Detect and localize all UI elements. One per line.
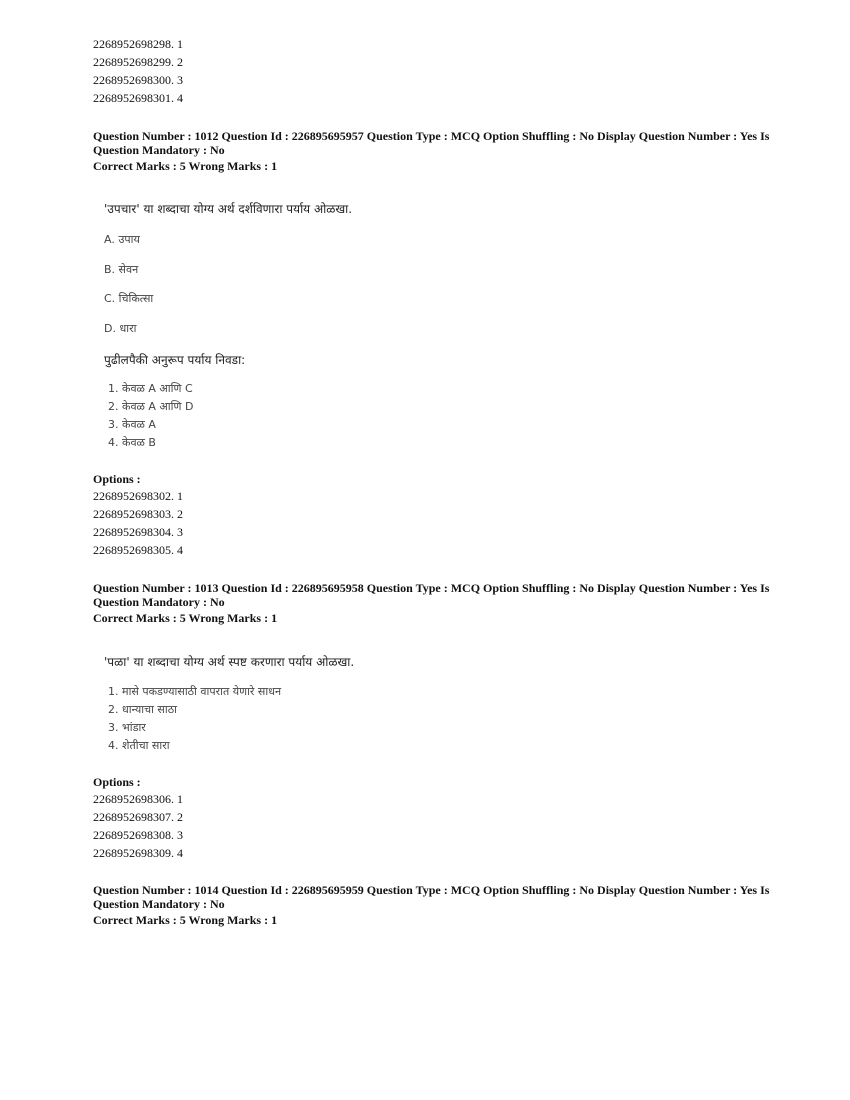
question-header: Question Number : 1014 Question Id : 226895695959 Question Type : MCQ Option Shuffling : No Display Question Number : Yes Is Question Mandatory : No: [93, 883, 770, 911]
answer-choice: 1. मासे पकडण्यासाठी वापरात येणारे साधन: [108, 685, 282, 698]
option-line: 2268952698299. 2: [93, 55, 183, 69]
options-label: Options :: [93, 472, 141, 486]
question-stem: 'उपचार' या शब्दाचा योग्य अर्थ दर्शविणारा पर्याय ओळखा.: [104, 202, 353, 216]
question-choice: D. धारा: [104, 322, 137, 335]
answer-choice: 3. भांडार: [108, 721, 146, 734]
answer-choice: 2. केवळ A आणि D: [108, 400, 194, 413]
option-line: 2268952698300. 3: [93, 73, 183, 87]
question-marks: Correct Marks : 5 Wrong Marks : 1: [93, 159, 278, 173]
question-marks: Correct Marks : 5 Wrong Marks : 1: [93, 913, 278, 927]
answer-choice: 1. केवळ A आणि C: [108, 382, 193, 395]
answer-choice: 4. शेतीचा सारा: [108, 739, 170, 752]
answer-choice: 3. केवळ A: [108, 418, 156, 431]
option-line: 2268952698308. 3: [93, 828, 183, 842]
option-line: 2268952698306. 1: [93, 792, 183, 806]
option-line: 2268952698307. 2: [93, 810, 183, 824]
answer-choice: 2. धान्याचा साठा: [108, 703, 177, 716]
option-line: 2268952698309. 4: [93, 846, 183, 860]
option-line: 2268952698304. 3: [93, 525, 183, 539]
options-label: Options :: [93, 775, 141, 789]
option-line: 2268952698302. 1: [93, 489, 183, 503]
question-header: Question Number : 1012 Question Id : 226895695957 Question Type : MCQ Option Shuffling : No Display Question Number : Yes Is Question Mandatory : No: [93, 129, 770, 157]
question-choice: A. उपाय: [104, 233, 140, 246]
question-marks: Correct Marks : 5 Wrong Marks : 1: [93, 611, 278, 625]
option-line: 2268952698303. 2: [93, 507, 183, 521]
question-stem: 'पळा' या शब्दाचा योग्य अर्थ स्पष्ट करणारा पर्याय ओळखा.: [104, 655, 355, 669]
option-line: 2268952698301. 4: [93, 91, 183, 105]
option-line: 2268952698305. 4: [93, 543, 183, 557]
question-header: Question Number : 1013 Question Id : 226895695958 Question Type : MCQ Option Shuffling : No Display Question Number : Yes Is Question Mandatory : No: [93, 581, 770, 609]
question-choice: B. सेवन: [104, 263, 139, 276]
answer-choice: 4. केवळ B: [108, 436, 156, 449]
question-choice: C. चिकित्सा: [104, 292, 154, 305]
option-line: 2268952698298. 1: [93, 37, 183, 51]
question-instruction: पुढीलपैकी अनुरूप पर्याय निवडा:: [104, 353, 246, 367]
